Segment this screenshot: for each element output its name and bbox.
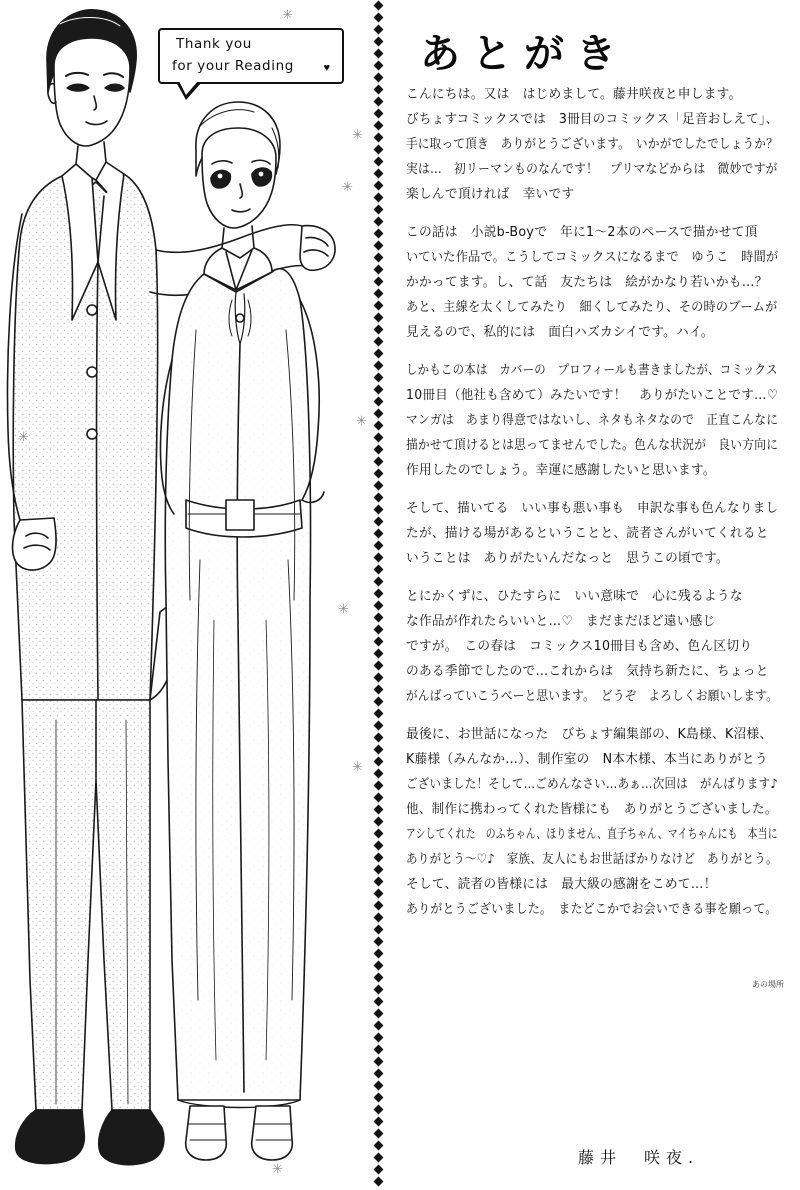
divider-dot [374,937,384,947]
afterword-line: いうことは ありがたいんだなっと 思うこの頃です。 [406,551,729,566]
divider-dot [374,337,384,347]
divider-dot [374,589,384,599]
page-title: あとがき [420,31,628,77]
afterword-column [398,0,788,1190]
afterword-line: 描かせて頂けるとは思ってませんでした。色んな状況が 良い方向に [406,438,779,453]
afterword-line: 楽しんで頂ければ 幸いです [406,187,575,202]
divider-dot [374,1069,384,1079]
afterword-line: たが、描ける場があるということと、読者さんがいてくれると [406,526,769,541]
divider-dot [374,709,384,719]
afterword-line: そして、読者の皆様には 最大級の感謝をこめて…！ [406,877,717,892]
divider-dot [374,133,384,143]
afterword-paragraph [406,722,788,922]
divider-dot [374,361,384,371]
sparkle-icon: ✳ [272,1161,283,1176]
divider-dot [374,1117,384,1127]
divider-dot [374,769,384,779]
divider-dot [374,505,384,515]
afterword-line: しかもこの本は カバーの プロフィールも書きましたが、コミックス [406,363,778,378]
divider-dot [374,961,384,971]
divider-dot [374,661,384,671]
divider-dot [374,37,384,47]
divider-dot [374,277,384,287]
divider-dot [374,877,384,887]
divider-dot [374,673,384,683]
dotted-divider [374,0,386,1190]
afterword-line: 実は… 初リーマンものなんです！ プリマなどからは 微妙ですが [406,162,778,177]
sparkle-icon: ✳ [342,179,353,194]
divider-dot [374,913,384,923]
divider-dot [374,1,384,11]
afterword-line: 他、制作に携わってくれた皆様にも ありがとうございました。 [406,802,778,817]
divider-dot [374,781,384,791]
divider-dot [374,793,384,803]
divider-dot [374,121,384,131]
divider-dot [374,1093,384,1103]
divider-dot [374,481,384,491]
divider-dot [374,97,384,107]
afterword-paragraph [406,584,788,709]
divider-dot [374,1081,384,1091]
divider-dot [374,409,384,419]
divider-dot [374,553,384,563]
divider-dot [374,925,384,935]
divider-dot [374,385,384,395]
afterword-line: ありがとう～♡♪ 家族、友人にもお世話ばかりなけど ありがとう。 [406,852,778,867]
divider-dot [374,253,384,263]
afterword-line: ですが。 この春は コミックス10冊目も含め、色ん区切り [406,639,753,654]
illustration-panel [0,0,372,1190]
divider-dot [374,109,384,119]
afterword-line: K藤様（みんなか…）、制作室の N本木様、本当にありがとう [406,752,768,767]
divider-dot [374,625,384,635]
sparkle-icon: ✳ [282,7,293,22]
afterword-line: 手に取って頂き ありがとうございます。 いかがでしたでしょうか？ [406,137,779,152]
divider-dot [374,373,384,383]
afterword-line: びちょすコミックスでは 3冊目のコミックス「足音おしえて」、 [406,112,779,127]
afterword-line: こんにちは。又は はじめまして。藤井咲夜と申します。 [406,87,742,102]
divider-dot [374,445,384,455]
divider-dot [374,217,384,227]
divider-dot [374,889,384,899]
thank-you-balloon [158,28,344,84]
balloon-tail [176,82,202,100]
divider-dot [374,349,384,359]
divider-dot [374,241,384,251]
afterword-line: そして、描いてる いい事も悪い事も 申訳な事も色んなりまし [406,501,779,516]
afterword-line: この話は 小説b-Boyで 年に1～2本のペースで描かせて頂 [406,225,758,240]
afterword-line: いていた作品で。こうしてコミックスになるまで ゆうこ 時間が [406,250,779,265]
divider-dot [374,1105,384,1115]
divider-dot [374,637,384,647]
divider-dot [374,397,384,407]
divider-dot [374,301,384,311]
sparkle-icon: ✳ [338,601,349,616]
divider-dot [374,421,384,431]
divider-dot [374,433,384,443]
afterword-paragraph [406,496,788,571]
balloon-line-1: Thank you [176,36,252,52]
afterword-line: のある季節でしたので…これからは 気持ち新たに、ちょっと [406,664,769,679]
afterword-line: 10冊目（他社も含めて）みたいです！ ありがたいことです…♡ [406,388,779,403]
divider-dot [374,193,384,203]
divider-dot [374,1021,384,1031]
divider-dot [374,841,384,851]
divider-dot [374,61,384,71]
divider-dot [374,601,384,611]
sparkle-icon: ✳ [352,127,363,142]
afterword-line: 見えるので、私的には 面白ハズカシイです。ハイ。 [406,325,714,340]
divider-dot [374,181,384,191]
divider-dot [374,73,384,83]
divider-dot [374,1141,384,1151]
divider-dot [374,529,384,539]
divider-dot [374,817,384,827]
afterword-line: 作用したのでしょう。幸運に感謝したいと思います。 [406,463,716,478]
afterword-line: な作品が作れたらいいと…♡ まだまだほど遠い感じ [406,614,716,629]
divider-dot [374,757,384,767]
afterword-line: アシしてくれた のふちゃん、ほりません、直子ちゃん、マイちゃんにも 本当に [406,827,778,842]
divider-dot [374,229,384,239]
afterword-line: 最後に、お世話になった びちょす編集部の、K島様、K沼様、 [406,727,773,742]
divider-dot [374,169,384,179]
divider-dot [374,1177,384,1187]
afterword-line: ございました！そして…ごめんなさい…あぁ…次回は がんばります♪ [406,777,778,792]
divider-dot [374,985,384,995]
divider-dot [374,577,384,587]
divider-dot [374,1153,384,1163]
divider-dot [374,649,384,659]
divider-dot [374,157,384,167]
divider-dot [374,613,384,623]
divider-dot [374,541,384,551]
divider-dot [374,313,384,323]
divider-dot [374,13,384,23]
divider-dot [374,697,384,707]
divider-dot [374,973,384,983]
afterword-line: かかってます。し、て話 友たちは 絵がかなり若いかも…？ [406,275,768,290]
afterword-line: ありがとうございました。 またどこかでお会いできる事を願って。 [406,902,778,917]
divider-dot [374,85,384,95]
divider-dot [374,565,384,575]
divider-dot [374,721,384,731]
sparkle-icon: ✳ [18,429,29,444]
divider-dot [374,745,384,755]
divider-dot [374,517,384,527]
divider-dot [374,493,384,503]
divider-dot [374,265,384,275]
afterword-paragraph [406,82,788,207]
divider-dot [374,1033,384,1043]
divider-dot [374,457,384,467]
divider-dot [374,853,384,863]
afterword-line: マンガは あまり得意ではないし、ネタもネタなので 正直こんなに [406,413,779,428]
character-illustration [0,0,372,1190]
divider-dot [374,325,384,335]
afterword-body [406,82,788,935]
divider-dot [374,1165,384,1175]
heart-icon: ♥ [323,62,330,74]
afterword-line: がんばっていこうべーと思います。 どうぞ よろしくお願いします。 [406,689,778,704]
divider-dot [374,865,384,875]
side-note: あの場所 [752,980,784,989]
divider-dot [374,733,384,743]
divider-dot [374,289,384,299]
signature: 藤井 咲夜. [578,1148,700,1167]
balloon-line-2: for your Reading [172,58,294,74]
divider-dot [374,469,384,479]
afterword-line: あと、主線を太くしてみたり 細くしてみたり、その時のブームが [406,300,778,315]
divider-dot [374,49,384,59]
divider-dot [374,1057,384,1067]
divider-dot [374,901,384,911]
afterword-paragraph [406,358,788,483]
divider-dot [374,1009,384,1019]
divider-dot [374,685,384,695]
divider-dot [374,145,384,155]
divider-dot [374,205,384,215]
sparkle-icon: ✳ [356,413,367,428]
afterword-paragraph [406,220,788,345]
sparkle-icon: ✳ [352,759,363,774]
divider-dot [374,949,384,959]
divider-dot [374,25,384,35]
divider-dot [374,1045,384,1055]
divider-dot [374,997,384,1007]
divider-dot [374,805,384,815]
divider-dot [374,1129,384,1139]
divider-dot [374,829,384,839]
afterword-line: とにかくずに、ひたすらに いい意味で 心に残るような [406,589,743,604]
